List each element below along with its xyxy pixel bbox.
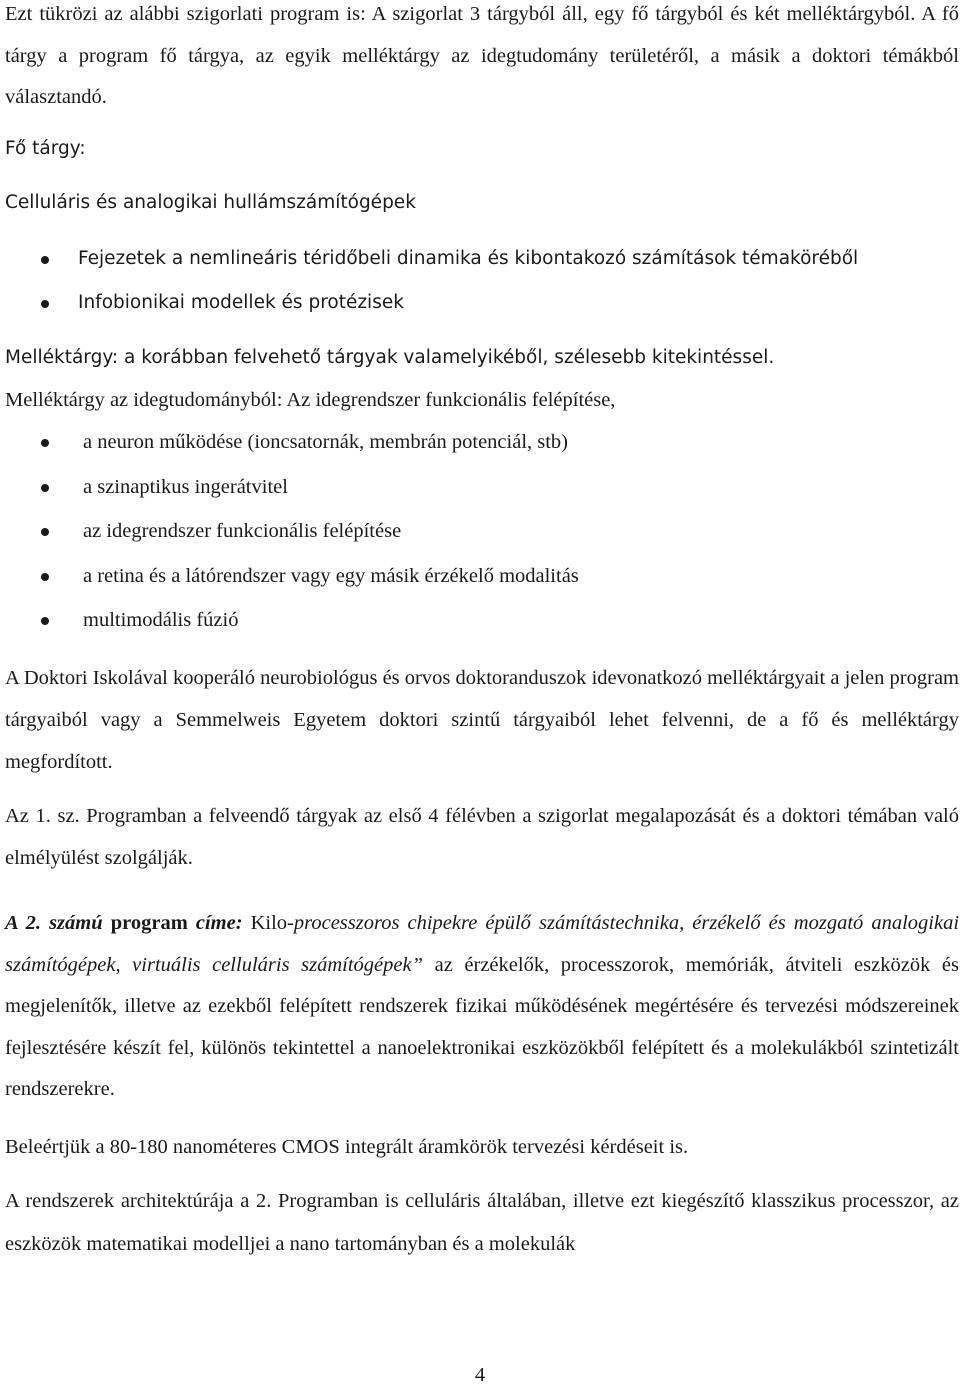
main-subject-title: Celluláris és analogikai hullámszámítógépek — [5, 192, 416, 213]
bullet-icon — [41, 617, 49, 625]
list-item: az idegrendszer funkcionális felépítése — [0, 516, 579, 561]
list-item: multimodális fúzió — [0, 605, 579, 650]
page-number: 4 — [474, 1364, 486, 1386]
bullet-icon — [41, 484, 49, 492]
list-item: Fejezetek a nemlineáris téridőbeli dinamika és kibontakozó számítások témaköréből — [0, 244, 858, 288]
program2-label-a: A 2. — [5, 912, 41, 934]
bullet-icon — [41, 528, 49, 536]
minor-subject-2: Melléktárgy az idegtudományból: Az idegrendszer funkcionális felépítése, — [5, 389, 616, 411]
bullet-icon — [41, 256, 49, 264]
list-item: a szinaptikus ingerátvitel — [0, 472, 579, 517]
doctoral-school-paragraph: A Doktori Iskolával kooperáló neurobiológus és orvos doktoranduszok idevonatkozó melléktárgyait a jelen program tárgyaiból vagy a Semmelweis Egyetem doktori szintű tárgyaiból lehet felvenni, de a fő és melléktárgy megfordított. — [5, 667, 959, 773]
minor-subject-1: Melléktárgy: a korábban felvehető tárgyak valamelyikéből, szélesebb kitekintéssel. — [5, 347, 775, 368]
cmos-paragraph: Beleértjük a 80-180 nanométeres CMOS integrált áramkörök tervezési kérdéseit is. — [5, 1136, 689, 1158]
program2-body: az érzékelők, processzorok, memóriák, átviteli eszközök és megjelenítők, illetve az ezekből felépített rendszerek fizikai működésének megértésére és tervezési módszereinek fejlesztésére készít fel, különös tekintettel a nanoelektronikai eszközökből felépített és a molekulákból szintetizált rendszerekre. — [5, 953, 959, 1100]
intro-paragraph: Ezt tükrözi az alábbi szigorlati program is: A szigorlat 3 tárgyból áll, egy fő tárgyból és két melléktárgyból. A fő tárgy a program fő tárgya, az egyik melléktárgy az idegtudomány területéről, a másik a doktori témákból választandó. — [5, 3, 959, 108]
main-subject-heading: Fő tárgy: — [5, 138, 86, 159]
list-item: Infobionikai modellek és protézisek — [0, 288, 858, 332]
program2-label-cime: címe: — [195, 912, 243, 934]
bullet-icon — [41, 300, 49, 308]
list-item: a retina és a látórendszer vagy egy másik érzékelő modalitás — [0, 561, 579, 606]
main-subject-list — [0, 244, 858, 332]
program2-title: processzoros chipekre épülő számítástechnika, érzékelő és mozgató analogikai számítógépek, virtuális celluláris számítógépek” — [5, 912, 960, 976]
program1-paragraph: Az 1. sz. Programban a felveendő tárgyak az első 4 félévben a szigorlat megalapozását és a doktori témában való elmélyülést szolgálják. — [5, 805, 959, 869]
bullet-icon — [41, 573, 49, 581]
list-item: a neuron működése (ioncsatornák, membrán potenciál, stb) — [0, 427, 579, 472]
neuro-subject-list — [0, 427, 579, 650]
program2-paragraph — [5, 903, 959, 1111]
architecture-paragraph: A rendszerek architektúrája a 2. Programban is celluláris általában, illetve ezt kiegészítő klasszikus processzor, az eszközök matematikai modelljei a nano tartományban és a molekulák — [5, 1190, 959, 1255]
bullet-icon — [41, 439, 49, 447]
program2-label-program: program — [110, 912, 188, 934]
program2-title-kilo: Kilo- — [250, 912, 294, 934]
program2-label-szamu: számú — [49, 912, 103, 934]
